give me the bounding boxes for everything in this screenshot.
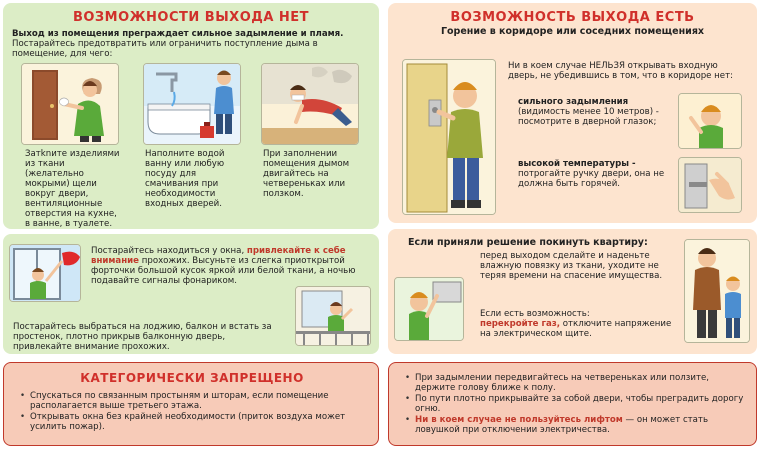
- door-handle-illustration: [678, 157, 742, 213]
- forbidden-list: [18, 391, 368, 433]
- do-not-open-text-b: открывать входную дверь, не убедившись в том, что в коридоре нет:: [508, 61, 733, 81]
- crawling-illustration: [261, 63, 359, 145]
- nelzya-text: НЕЛЬЗЯ: [589, 61, 625, 71]
- balcony-text: Постарайтесь выбраться на лоджию, балкон и встать за простенок, плотно прикрыв балконную дверь, привлекайте внимание прохожих.: [13, 322, 272, 352]
- exit-possible-subtitle: Горение в коридоре или соседних помещениях: [440, 26, 705, 37]
- list-item: • По пути плотно прикрывайте за собой двери, чтобы преградить дорогу огню.: [403, 394, 749, 414]
- gas-power-text-b: отключите напряжение на электрическом щите.: [480, 319, 672, 339]
- window-signal-panel: [3, 234, 379, 354]
- no-elevator-rest: — он может стать ловушкой при отключении электричества.: [415, 415, 709, 435]
- list-item: • При задымлении передвигайтесь на четвереньках или ползите, держите голову ближе к полу.: [403, 373, 749, 393]
- balcony-illustration: [295, 286, 371, 346]
- list-item: [403, 415, 749, 435]
- window-flag-illustration: [9, 244, 81, 302]
- door-seal-illustration: [21, 63, 119, 145]
- fill-bath-caption: Наполните водой ванну или любую посуду для смачивания при необходимости входных дверей.: [145, 149, 225, 209]
- window-signal-text: [91, 246, 371, 286]
- do-not-open-text-a: Ни в коем случае: [508, 61, 587, 71]
- forbidden-title: КАТЕГОРИЧЕСКИ ЗАПРЕЩЕНО: [80, 371, 304, 385]
- door-listening-illustration: [402, 59, 496, 215]
- window-signal-text-b: прохожих. Высуньте из слегка приоткрытой форточки большой кусок яркой или белой ткани, а ночью подавайте сигналы фонариком.: [91, 256, 356, 286]
- evacuation-rules-panel: [388, 362, 757, 446]
- peephole-illustration: [678, 93, 742, 149]
- leave-apartment-panel: [388, 229, 757, 354]
- exit-possible-panel: [388, 3, 757, 223]
- shut-gas-text: перекройте газ,: [480, 319, 561, 329]
- do-not-open-text: [508, 61, 748, 81]
- bath-water-illustration: [143, 63, 241, 145]
- list-item: • Открывать окна без крайней необходимости (приток воздуха может усилить пожар).: [18, 412, 368, 432]
- no-exit-panel: [3, 3, 379, 229]
- no-exit-intro-bold: Выход из помещения преграждает сильное задымление и пламя.: [12, 29, 344, 39]
- smoke-check-rest: (видимость менее 10 метров) - посмотрите в дверной глазок;: [518, 107, 659, 127]
- no-exit-intro-rest: Постарайтесь предотвратить или ограничить поступление дыма в помещение, для чего:: [12, 39, 318, 59]
- forbidden-panel: [3, 362, 379, 446]
- smoke-check-bold: сильного задымления: [518, 97, 629, 107]
- no-exit-title: ВОЗМОЖНОСТИ ВЫХОДА НЕТ: [72, 10, 310, 25]
- gas-power-text-a: Если есть возможность:: [480, 309, 590, 319]
- crawl-caption: При заполнении помещения дымом двигайтесь на четвереньках или ползком.: [263, 149, 350, 199]
- wet-cloth-text: перед выходом сделайте и наденьте влажную повязку из ткани, уходите не теряя времени на спасение имущества.: [480, 251, 663, 281]
- no-exit-intro: [12, 29, 374, 59]
- list-item: • Спускаться по связанным простыням и шторам, если помещение располагается выше третьего этажа.: [18, 391, 368, 411]
- gas-power-text: [480, 309, 678, 339]
- evacuation-rules-list: [403, 373, 749, 436]
- heat-check-bold: высокой температуры -: [518, 159, 636, 169]
- window-signal-text-a: Постарайтесь находиться у окна,: [91, 246, 245, 256]
- exit-possible-title: ВОЗМОЖНОСТЬ ВЫХОДА ЕСТЬ: [450, 10, 695, 25]
- attract-attention-text: привлекайте к себе внимание: [91, 246, 346, 266]
- heat-check-rest: потрогайте ручку двери, она не должна быть горячей.: [518, 169, 665, 189]
- smoke-check-text: [518, 97, 668, 127]
- leave-apartment-heading: Если приняли решение покинуть квартиру:: [408, 237, 648, 248]
- heat-check-text: [518, 159, 668, 189]
- wet-cloth-illustration: [394, 277, 464, 341]
- seal-door-caption: Затknите изделиями из ткани (желательно мокрыми) щели вокруг двери, вентиляционные отверстия на кухне, в ванне, в туалете.: [25, 149, 120, 229]
- family-leaving-illustration: [684, 239, 750, 343]
- no-elevator-text: Ни в коем случае не пользуйтесь лифтом: [415, 415, 623, 425]
